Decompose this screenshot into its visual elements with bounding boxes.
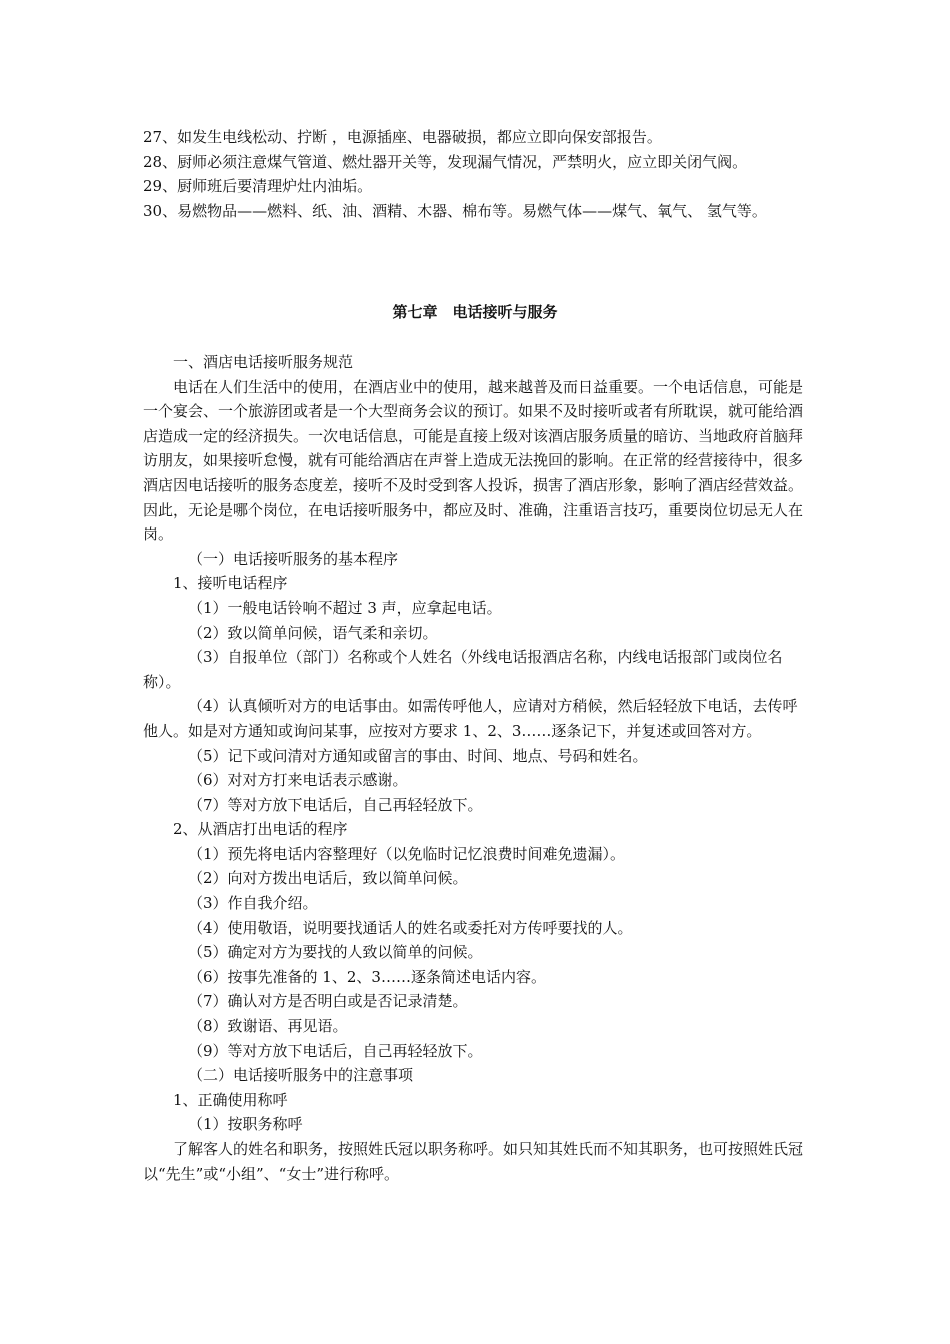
list-item: 27、如发生电线松动、拧断 ，电源插座、电器破损，都应立即向保安部报告。 (143, 128, 662, 146)
procedure-step: （4）认真倾听对方的电话事由。如需传呼他人，应请对方稍候，然后轻轻放下电话，去传呼他人。如是对方通知或询问某事，应按对方要求 1、2、3……逐条记下，并复述或回答对方。 (143, 697, 798, 740)
list-item: 28、厨师必须注意煤气管道、燃灶器开关等，发现漏气情况，严禁明火，应立即关闭气阀。 (143, 152, 748, 171)
procedure-step: （7）等对方放下电话后，自己再轻轻放下。 (188, 795, 483, 814)
procedure-step: （3）自报单位（部门）名称或个人姓名（外线电话报酒店名称，内线电话报部门或岗位名称）。 (143, 648, 783, 691)
procedure-step: （9）等对方放下电话后，自己再轻轻放下。 (188, 1041, 483, 1060)
note-heading: 1、正确使用称呼 (173, 1090, 288, 1109)
procedure-step: （6）对对方打来电话表示感谢。 (188, 771, 408, 790)
chapter-body (143, 350, 811, 1186)
procedure-step: （6）按事先准备的 1、2、3……逐条简述电话内容。 (188, 967, 546, 986)
procedure-step: （2）向对方拨出电话后，致以简单问候。 (188, 869, 468, 888)
procedure-step: （1）预先将电话内容整理好（以免临时记忆浪费时间难免遗漏）。 (188, 844, 626, 863)
intro-paragraph: 电话在人们生活中的使用，在酒店业中的使用，越来越普及而日益重要。一个电话信息，可能是一个宴会、一个旅游团或者是一个大型商务会议的预订。如果不及时接听或者有所耽误，就可能给酒店造成一定的经济损失。一次电话信息，可能是直接上级对该酒店服务质量的暗访、当地政府首脑拜访朋友，如果接听怠慢，就有可能给酒店在声誉上造成无法挽回的影响。在正常的经营接待中，很多酒店因电话接听的服务态度差，接听不及时受到客人投诉，损害了酒店形象，影响了酒店经营效益。因此，无论是哪个岗位，在电话接听服务中，都应及时、准确，注重语言技巧，重要岗位切忌无人在岗。 (143, 377, 804, 544)
procedure-step: （5）确定对方为要找的人致以简单的问候。 (188, 943, 483, 962)
procedure-step: （5）记下或问清对方通知或留言的事由、时间、地点、号码和姓名。 (188, 746, 648, 765)
procedure-step: （4）使用敬语，说明要找通话人的姓名或委托对方传呼要找的人。 (188, 918, 633, 937)
note-paragraph: 了解客人的姓名和职务，按照姓氏冠以职务称呼。如只知其姓氏而不知其职务，也可按照姓氏冠以“先生”或“小组”、“女士”进行称呼。 (143, 1140, 804, 1183)
list-item: 29、厨师班后要清理炉灶内油垢。 (143, 177, 373, 196)
procedure-heading: 2、从酒店打出电话的程序 (173, 820, 348, 839)
safety-rules-list (143, 125, 811, 223)
subsection-heading: （二）电话接听服务中的注意事项 (188, 1066, 414, 1085)
procedure-step: （8）致谢语、再见语。 (188, 1017, 348, 1036)
procedure-heading: 1、接听电话程序 (173, 574, 288, 593)
subsection-heading: （一）电话接听服务的基本程序 (188, 549, 399, 568)
procedure-step: （2）致以简单问候，语气柔和亲切。 (188, 623, 438, 642)
chapter-title: 第七章 电话接听与服务 (392, 303, 558, 321)
section-heading: 一、酒店电话接听服务规范 (173, 353, 354, 371)
procedure-step: （7）确认对方是否明白或是否记录清楚。 (188, 992, 468, 1011)
note-item: （1）按职务称呼 (188, 1115, 303, 1134)
procedure-step: （1）一般电话铃响不超过 3 声，应拿起电话。 (188, 598, 502, 617)
list-item: 30、易燃物品——燃料、纸、油、酒精、木器、棉布等。易燃气体——煤气、氧气、 氢气等。 (143, 201, 767, 220)
procedure-step: （3）作自我介绍。 (188, 894, 318, 913)
